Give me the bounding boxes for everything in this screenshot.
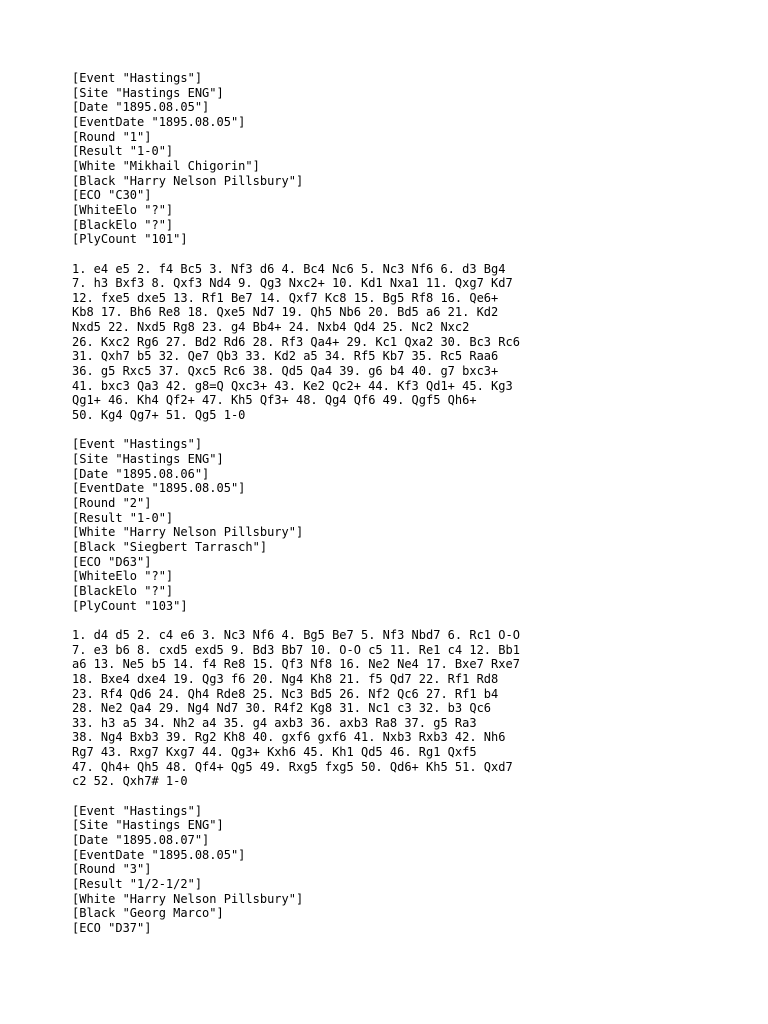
move-line: 12. fxe5 dxe5 13. Rf1 Be7 14. Qxf7 Kc8 15. Bg5 Rf8 16. Qe6+ xyxy=(72,290,499,305)
move-line: 38. Ng4 Bxb3 39. Rg2 Kh8 40. gxf6 gxf6 41. Nxb3 Rxb3 42. Nh6 xyxy=(72,730,506,745)
move-line: Qg1+ 46. Kh4 Qf2+ 47. Kh5 Qf3+ 48. Qg4 Qf6 49. Qgf5 Qh6+ xyxy=(72,393,477,408)
move-line: 7. e3 b6 8. cxd5 exd5 9. Bd3 Bb7 10. O-O c5 11. Re1 c4 12. Bb1 xyxy=(72,642,520,657)
pgn-document xyxy=(72,71,752,936)
tag-black: [Black "Siegbert Tarrasch"] xyxy=(72,539,268,554)
tag-event: [Event "Hastings"] xyxy=(72,803,203,818)
tag-white-elo: [WhiteElo "?"] xyxy=(72,202,174,217)
tag-event-date: [EventDate "1895.08.05"] xyxy=(72,114,246,129)
tag-result: [Result "1-0"] xyxy=(72,144,174,159)
game-3 xyxy=(72,804,752,936)
move-line: 50. Kg4 Qg7+ 51. Qg5 1-0 xyxy=(72,408,246,423)
move-line: 47. Qh4+ Qh5 48. Qf4+ Qg5 49. Rxg5 fxg5 50. Qd6+ Kh5 51. Qxd7 xyxy=(72,759,513,774)
tag-round: [Round "3"] xyxy=(72,862,152,877)
game-2 xyxy=(72,437,752,789)
move-line: 31. Qxh7 b5 32. Qe7 Qb3 33. Kd2 a5 34. Rf5 Kb7 35. Rc5 Raa6 xyxy=(72,349,499,364)
move-line: 23. Rf4 Qd6 24. Qh4 Rde8 25. Nc3 Bd5 26. Nf2 Qc6 27. Rf1 b4 xyxy=(72,686,499,701)
move-line: a6 13. Ne5 b5 14. f4 Re8 15. Qf3 Nf8 16. Ne2 Ne4 17. Bxe7 Rxe7 xyxy=(72,657,520,672)
game-3-headers xyxy=(72,804,752,936)
tag-black: [Black "Harry Nelson Pillsbury"] xyxy=(72,173,304,188)
tag-date: [Date "1895.08.07"] xyxy=(72,833,210,848)
tag-white: [White "Harry Nelson Pillsbury"] xyxy=(72,525,304,540)
move-line: Kb8 17. Bh6 Re8 18. Qxe5 Nd7 19. Qh5 Nb6 20. Bd5 a6 21. Kd2 xyxy=(72,305,499,320)
tag-event-date: [EventDate "1895.08.05"] xyxy=(72,847,246,862)
game-1-moves xyxy=(72,262,752,423)
tag-site: [Site "Hastings ENG"] xyxy=(72,85,224,100)
game-2-moves xyxy=(72,628,752,789)
move-line: Nxd5 22. Nxd5 Rg8 23. g4 Bb4+ 24. Nxb4 Qd4 25. Nc2 Nxc2 xyxy=(72,320,470,335)
tag-site: [Site "Hastings ENG"] xyxy=(72,818,224,833)
tag-date: [Date "1895.08.06"] xyxy=(72,466,210,481)
move-line: 28. Ne2 Qa4 29. Ng4 Nd7 30. R4f2 Kg8 31. Nc1 c3 32. b3 Qc6 xyxy=(72,701,492,716)
move-line: 1. d4 d5 2. c4 e6 3. Nc3 Nf6 4. Bg5 Be7 5. Nf3 Nbd7 6. Rc1 O-O xyxy=(72,627,520,642)
move-line: 26. Kxc2 Rg6 27. Bd2 Rd6 28. Rf3 Qa4+ 29. Kc1 Qxa2 30. Bc3 Rc6 xyxy=(72,334,520,349)
tag-date: [Date "1895.08.05"] xyxy=(72,100,210,115)
tag-result: [Result "1-0"] xyxy=(72,510,174,525)
move-line: c2 52. Qxh7# 1-0 xyxy=(72,774,188,789)
tag-site: [Site "Hastings ENG"] xyxy=(72,452,224,467)
tag-black: [Black "Georg Marco"] xyxy=(72,906,224,921)
tag-eco: [ECO "D37"] xyxy=(72,921,152,935)
game-1 xyxy=(72,71,752,423)
move-line: Rg7 43. Rxg7 Kxg7 44. Qg3+ Kxh6 45. Kh1 Qd5 46. Rg1 Qxf5 xyxy=(72,745,477,760)
game-1-headers xyxy=(72,71,752,247)
tag-eco: [ECO "D63"] xyxy=(72,554,152,569)
tag-event: [Event "Hastings"] xyxy=(72,71,203,85)
tag-ply-count: [PlyCount "103"] xyxy=(72,598,188,613)
tag-white: [White "Harry Nelson Pillsbury"] xyxy=(72,891,304,906)
tag-eco: [ECO "C30"] xyxy=(72,188,152,203)
tag-result: [Result "1/2-1/2"] xyxy=(72,877,203,892)
move-line: 36. g5 Rxc5 37. Qxc5 Rc6 38. Qd5 Qa4 39. g6 b4 40. g7 bxc3+ xyxy=(72,364,499,379)
move-line: 33. h3 a5 34. Nh2 a4 35. g4 axb3 36. axb3 Ra8 37. g5 Ra3 xyxy=(72,715,477,730)
tag-black-elo: [BlackElo "?"] xyxy=(72,583,174,598)
move-line: 18. Bxe4 dxe4 19. Qg3 f6 20. Ng4 Kh8 21. f5 Qd7 22. Rf1 Rd8 xyxy=(72,671,499,686)
tag-round: [Round "1"] xyxy=(72,129,152,144)
tag-white-elo: [WhiteElo "?"] xyxy=(72,569,174,584)
tag-event-date: [EventDate "1895.08.05"] xyxy=(72,481,246,496)
move-line: 41. bxc3 Qa3 42. g8=Q Qxc3+ 43. Ke2 Qc2+ 44. Kf3 Qd1+ 45. Kg3 xyxy=(72,378,513,393)
tag-ply-count: [PlyCount "101"] xyxy=(72,232,188,247)
tag-event: [Event "Hastings"] xyxy=(72,437,203,452)
tag-black-elo: [BlackElo "?"] xyxy=(72,217,174,232)
tag-white: [White "Mikhail Chigorin"] xyxy=(72,158,260,173)
move-line: 7. h3 Bxf3 8. Qxf3 Nd4 9. Qg3 Nxc2+ 10. Kd1 Nxa1 11. Qxg7 Kd7 xyxy=(72,276,513,291)
game-2-headers xyxy=(72,437,752,613)
tag-round: [Round "2"] xyxy=(72,496,152,510)
move-line: 1. e4 e5 2. f4 Bc5 3. Nf3 d6 4. Bc4 Nc6 5. Nc3 Nf6 6. d3 Bg4 xyxy=(72,261,506,276)
